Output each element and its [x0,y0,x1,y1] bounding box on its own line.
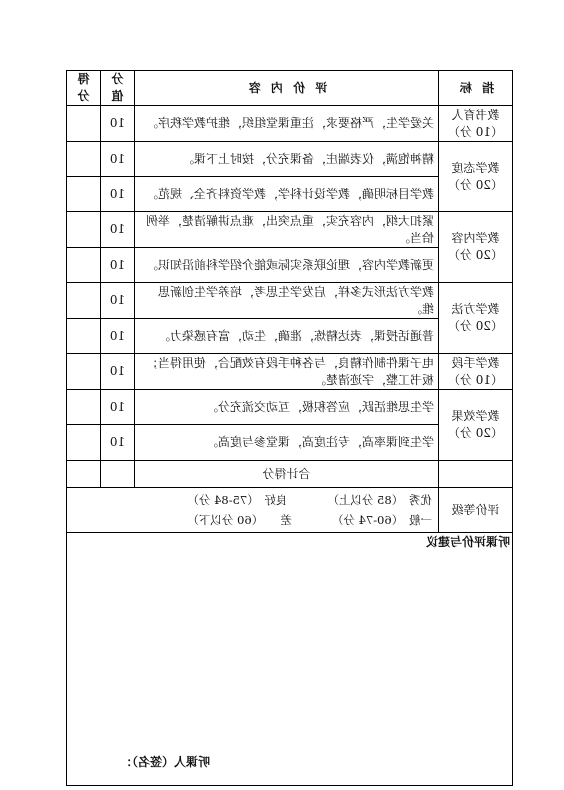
content-cell: 更新教学内容，理论联系实际或能介绍学科前沿知识。 [135,248,439,283]
total-row [67,461,513,488]
score-cell[interactable] [67,142,101,177]
header-value: 分值 [101,71,135,106]
content-cell: 学生思维活跃，应答积极，互动交流充分。 [135,390,439,425]
grade-excellent: 优秀 （85 分以上） [327,493,432,507]
header-score: 得分 [67,71,101,106]
signature-label: 听课人（签名）： [119,755,210,769]
indicator-cell: 教学方法（20 分） [439,283,513,354]
grade-line-2 [73,510,432,530]
total-blank [439,461,513,488]
total-label: 合计得分 [135,461,439,488]
content-cell: 普通话授课，表达精炼，准确，生动，富有感染力。 [135,319,439,354]
score-cell[interactable] [67,425,101,461]
value-cell: 10 [101,106,135,142]
score-cell[interactable] [67,319,101,354]
grade-fair: 一般 （60-74 分） [331,513,432,527]
value-cell: 10 [101,212,135,248]
comment-row [67,533,513,786]
score-cell[interactable] [67,354,101,390]
content-cell: 紧扣大纲，内容充实，重点突出，难点讲解清楚，举例恰当。 [135,212,439,248]
total-score-cell[interactable] [67,461,101,488]
criteria-row [67,212,513,248]
grade-line-1 [73,490,432,510]
score-cell[interactable] [67,248,101,283]
total-blank-value [101,461,135,488]
grade-options [67,488,439,533]
header-content: 评 价 内 容 [135,71,439,106]
score-cell[interactable] [67,106,101,142]
comment-box[interactable] [67,533,513,786]
criteria-row [67,283,513,319]
content-cell: 教学方法形式多样，启发学生思考，培养学生创新思维。 [135,283,439,319]
value-cell: 10 [101,425,135,461]
score-cell[interactable] [67,390,101,425]
content-cell: 关爱学生，严格要求，注重课堂组织，维护教学秩序。 [135,106,439,142]
content-cell: 教学目标明确，教学设计科学，教学资料齐全、规范。 [135,177,439,212]
comment-title: 听课评价与建议 [425,535,510,549]
score-cell[interactable] [67,177,101,212]
evaluation-table [66,70,513,786]
content-cell: 电子课件制作精良，与各种手段有效配合，使用得当；板书工整，字迹清楚。 [135,354,439,390]
indicator-cell: 教书育人（10 分） [439,106,513,142]
criteria-row [67,354,513,390]
score-cell[interactable] [67,283,101,319]
grade-row [67,488,513,533]
value-cell: 10 [101,390,135,425]
value-cell: 10 [101,177,135,212]
grade-good: 良好 （75-84 分） [187,493,288,507]
criteria-row [67,106,513,142]
content-cell: 学生到课率高，专注度高，课堂参与度高。 [135,425,439,461]
score-cell[interactable] [67,212,101,248]
grade-poor: 差 （60 分以下） [187,513,292,527]
value-cell: 10 [101,319,135,354]
header-indicator: 指 标 [439,71,513,106]
content-cell: 精神饱满，仪表端庄，备课充分，按时上下课。 [135,142,439,177]
indicator-cell: 教学态度（20 分） [439,142,513,212]
indicator-cell: 教学内容（20 分） [439,212,513,283]
indicator-cell: 教学手段（10 分） [439,354,513,390]
value-cell: 10 [101,142,135,177]
criteria-row [67,390,513,425]
header-row [67,71,513,106]
value-cell: 10 [101,248,135,283]
grade-label: 评价等级 [439,488,513,533]
value-cell: 10 [101,283,135,319]
indicator-cell: 教学效果（20 分） [439,390,513,461]
value-cell: 10 [101,354,135,390]
criteria-row [67,142,513,177]
